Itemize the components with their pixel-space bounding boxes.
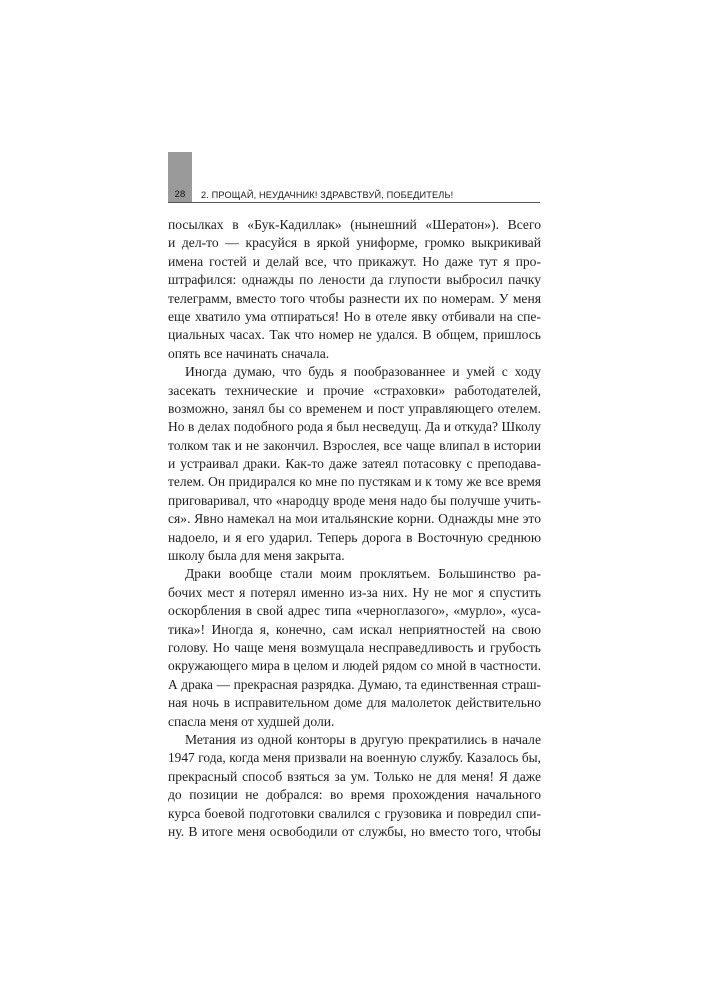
- text-line: опять все начинать сначала.: [168, 345, 330, 361]
- text-line: голову. Но чаще меня возмущала несправедливость и грубость: [168, 639, 541, 655]
- text-line: еще хватило ума отпираться! Но в отеле явку отбивали на спе-: [168, 308, 541, 324]
- paragraph: [168, 731, 541, 841]
- text-line: и дел-то — красуйся в яркой униформе, громко выкрикивай: [168, 235, 541, 251]
- page-number-tab: [168, 152, 192, 202]
- text-line: Иногда думаю, что будь я пообразованнее и умей с ходу: [185, 364, 541, 380]
- text-line: штрафился: однажды по лености да глупости выбросил пачку: [168, 272, 541, 288]
- text-line: приговаривал, что «народцу вроде меня надо бы получше учить-: [168, 492, 541, 508]
- text-line: до позиции не добрался: во время прохождения начального: [168, 787, 541, 803]
- text-line: посылках в «Бук-Кадиллак» (нынешний «Шератон»). Всего: [168, 217, 541, 232]
- text-line: курса боевой подготовки свалился с грузовика и повредил спи-: [168, 805, 541, 821]
- text-line: Метания из одной конторы в другую прекратились в начале: [185, 731, 541, 747]
- text-line: надоело, и я его ударил. Теперь дорога в Восточную среднюю: [168, 529, 541, 545]
- paragraph: [168, 363, 541, 565]
- text-line: Драки вообще стали моим проклятьем. Большинство ра-: [185, 566, 541, 582]
- text-line: толком так и не закончил. Взрослея, все чаще влипал в истории: [168, 437, 541, 453]
- text-line: А драка — прекрасная разрядка. Думаю, та единственная страш-: [168, 676, 541, 692]
- running-head-title: 2. ПРОЩАЙ, НЕУДАЧНИК! ЗДРАВСТВУЙ, ПОБЕДИТЕЛЬ!: [201, 190, 454, 200]
- text-line: окружающего мира в целом и людей рядом со мной в частности.: [168, 658, 541, 674]
- text-line: тика»! Иногда я, конечно, сам искал неприятностей на свою: [168, 621, 541, 637]
- header-rule: [168, 202, 540, 203]
- text-line: школу была для меня закрыта.: [168, 548, 345, 564]
- paragraph: [168, 565, 541, 731]
- text-line: возможно, занял бы со временем и пост управляющего отелем.: [168, 400, 541, 416]
- text-line: ная ночь в исправительном доме для малолеток действительно: [168, 695, 541, 711]
- text-line: имена гостей и делай все, что прикажут. Но даже тут я про-: [168, 253, 541, 269]
- text-line: бочих мест я потерял именно из-за них. Ну не мог я спустить: [168, 584, 541, 600]
- text-line: оскорбления в свой адрес типа «черноглазого», «мурло», «уса-: [168, 603, 541, 619]
- text-line: Но в делах подобного рода я был несведущ. Да и откуда? Школу: [168, 419, 541, 435]
- text-line: телеграмм, вместо того чтобы разнести их по номерам. У меня: [168, 290, 541, 306]
- text-line: спасла меня от худшей доли.: [168, 713, 335, 729]
- text-line: телем. Он придирался ко мне по пустякам и к тому же все время: [168, 474, 541, 490]
- text-line: циальных часах. Так что номер не удался. В общем, пришлось: [168, 327, 541, 343]
- body-text: [168, 216, 541, 841]
- page-number: 28: [174, 189, 186, 200]
- text-line: засекать технические и прочие «страховки» работодателей,: [168, 382, 541, 398]
- text-line: и устраивал драки. Как-то даже затеял потасовку с преподава-: [168, 456, 541, 472]
- running-header: [168, 152, 540, 202]
- text-line: 1947 года, когда меня призвали на военную службу. Казалось бы,: [168, 750, 541, 766]
- paragraph: [168, 216, 541, 363]
- text-line: прекрасный способ взяться за ум. Только не для меня! Я даже: [168, 768, 541, 784]
- text-line: ну. В итоге меня освободили от службы, но вместо того, чтобы: [168, 823, 541, 839]
- text-line: ся». Явно намекал на мои итальянские корни. Однажды мне это: [168, 511, 541, 527]
